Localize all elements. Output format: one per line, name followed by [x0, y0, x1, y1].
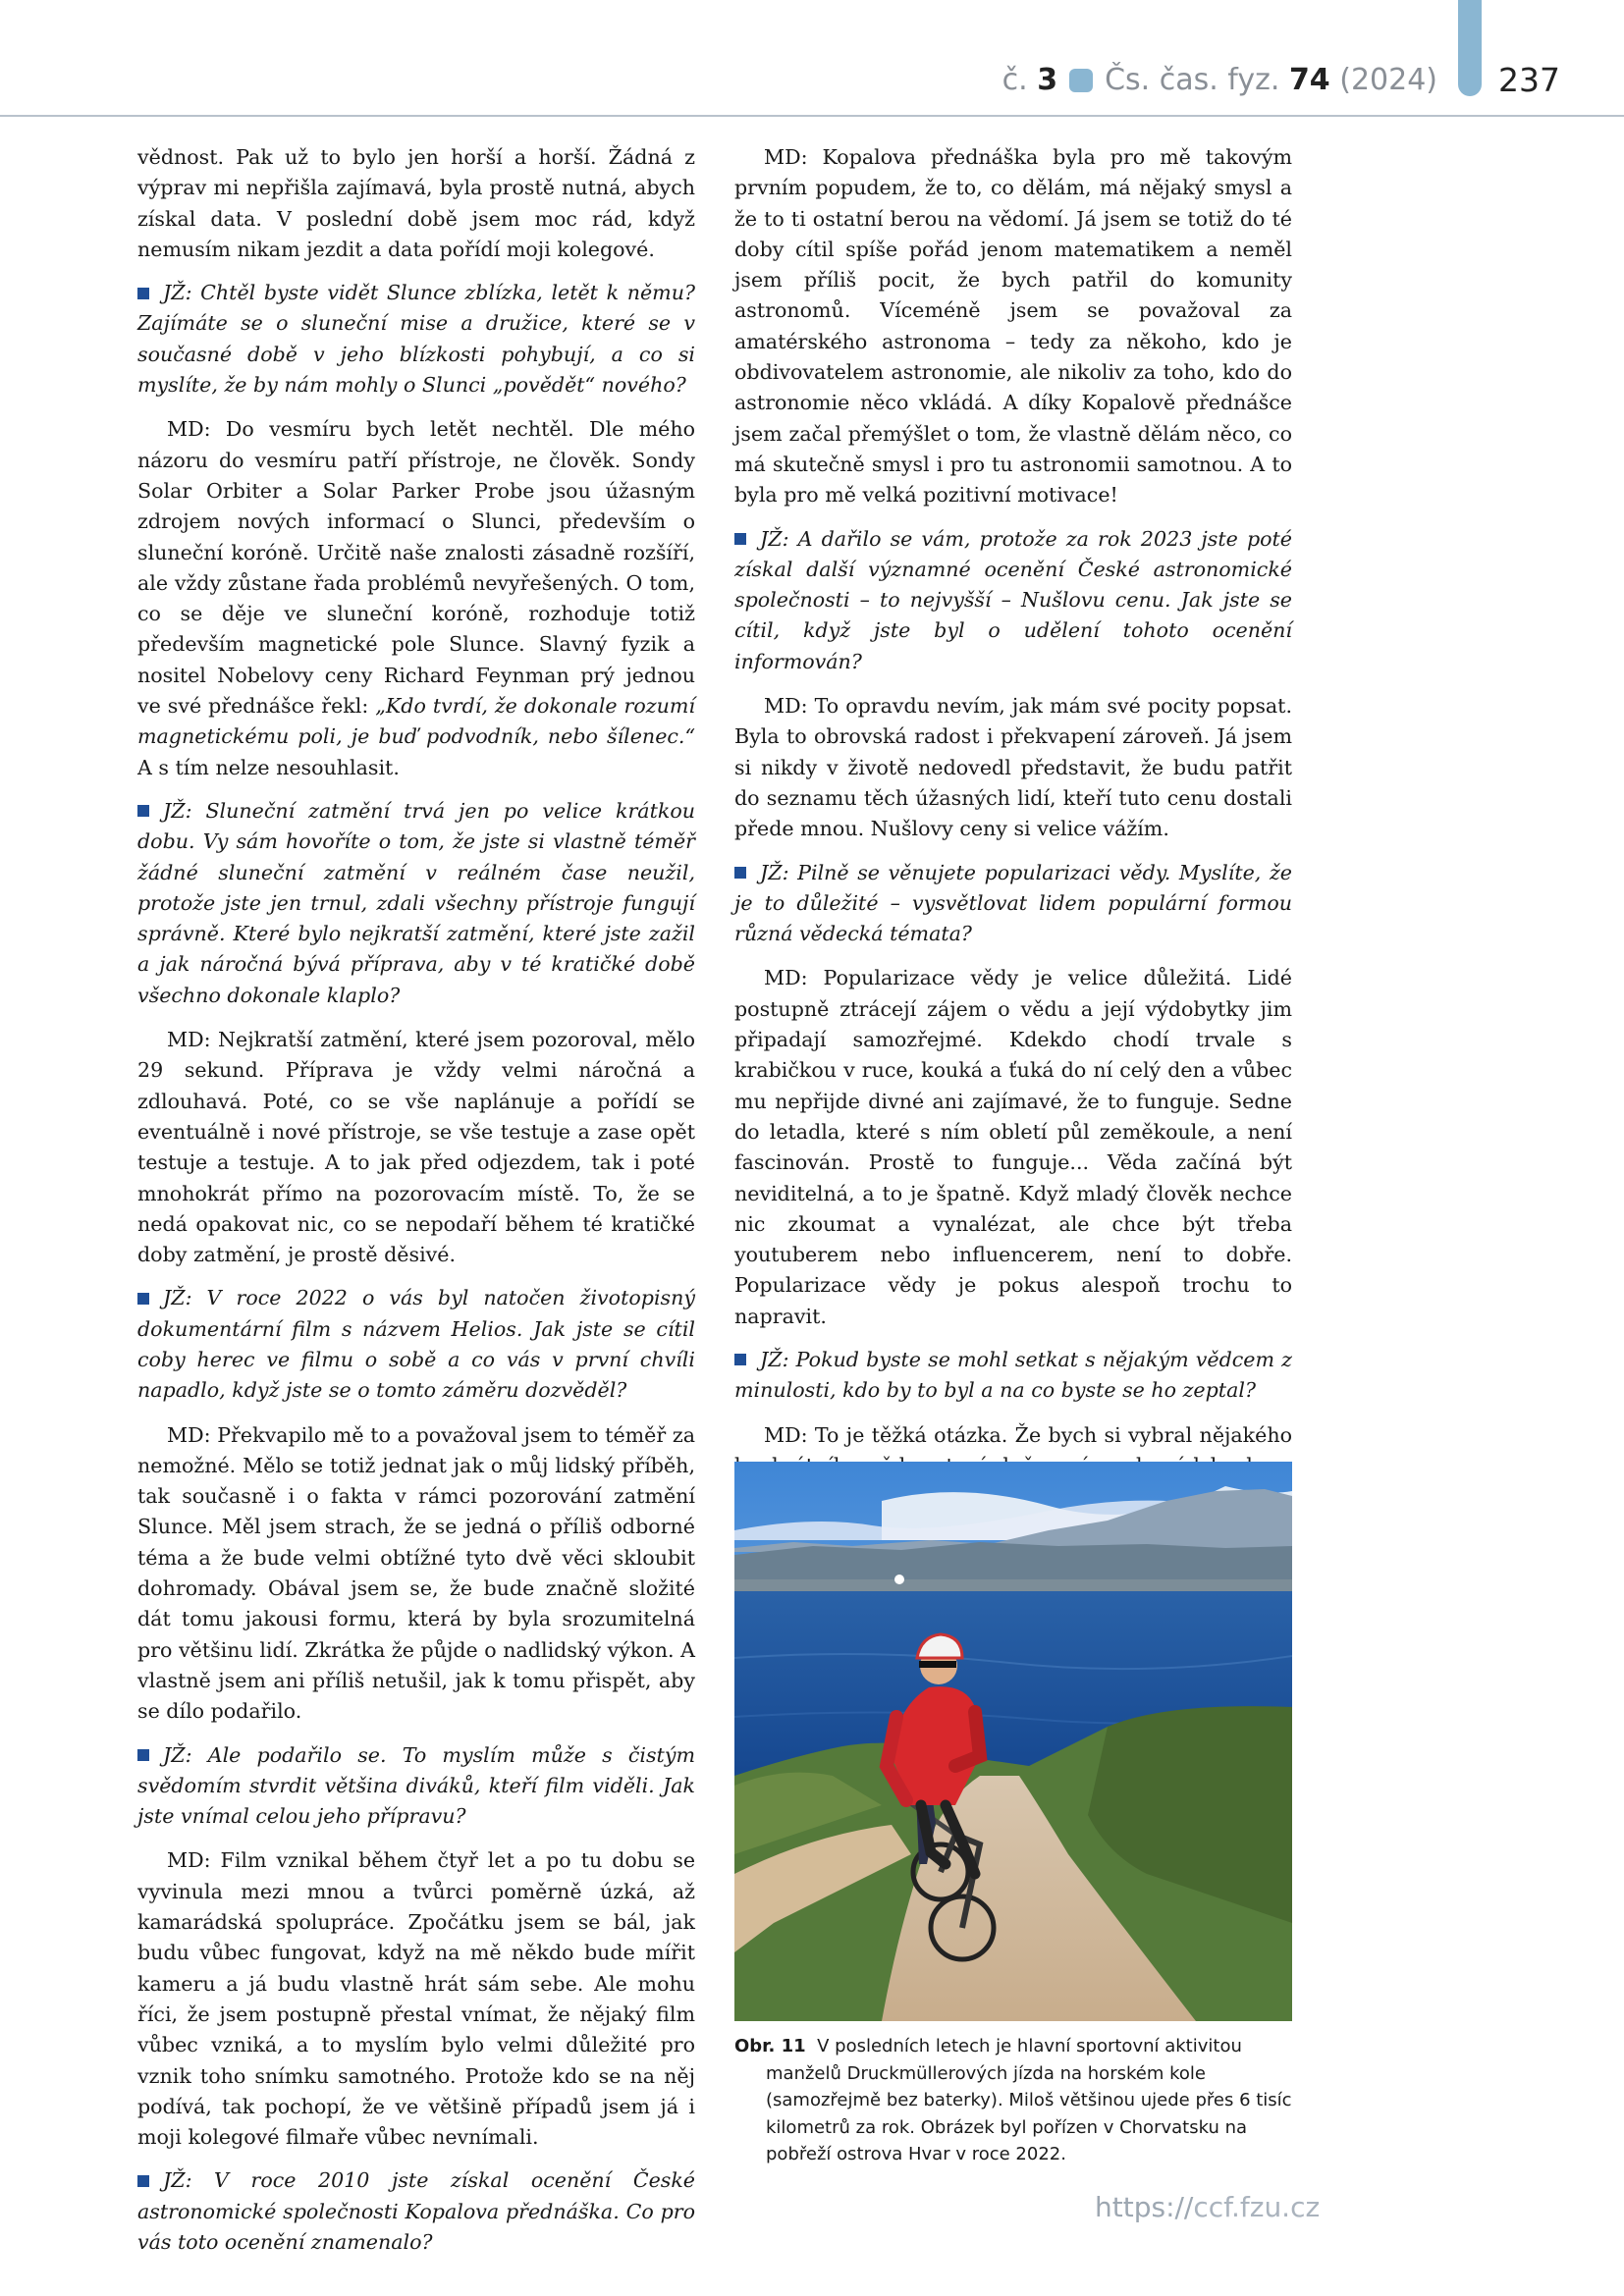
journal-name: Čs. čas. fyz. [1105, 63, 1280, 97]
answer-paragraph: MD: To je těžká otázka. Že bych si vybral nějakého [764, 1422, 1292, 1447]
answer-paragraph: MD: Popularizace vědy je velice důležitá. Lidé postupně ztrácejí zájem o vědu a její výdobytky jim připadají samozřejmé. Kdekdo chodí trvale s krabičkou v ruce, kouká a ťuká do ní celý den a vůbec mu nepřijde divné ani zajímavé, že to funguje. Sedne do letadla, které s ním obletí půl zeměkoule, a není fascinován. Prostě to funguje... Věda začíná být neviditelná, a to je špatně. Když mladý člověk nechce nic zkoumat a vynalézat, ale chce být třeba youtuberem nebo influencerem, není to dobře. Popularizace vědy je pokus alespoň trochu to napravit. [734, 966, 1292, 1328]
cyclist-photo-image [734, 1462, 1292, 2021]
question-text: JŽ: Pokud byste se mohl setkat s nějakým vědcem z minulosti, kdo by to byl a na co byste se ho zeptal? [734, 1347, 1292, 1403]
interview-question [734, 1345, 1292, 1407]
interview-question [137, 796, 695, 1011]
page-number: 237 [1498, 61, 1560, 99]
separator-dot-icon [1069, 69, 1093, 92]
question-marker-icon [137, 2175, 149, 2187]
feynman-quote: „Kdo tvrdí, že dokonale rozumí magnetickému poli, je buď podvodník, nebo šílenec.“ [137, 694, 695, 749]
footer-url-prefix: https:// [1095, 2191, 1194, 2223]
interview-question [137, 278, 695, 400]
volume-year: (2024) [1339, 63, 1437, 97]
question-text: JŽ: A dařilo se vám, protože za rok 2023 jste poté získal další významné ocenění České astronomické společnosti – to nejvyšší – Nušlovu cenu. Jak jste se cítil, když jste byl o udělení tohoto ocenění informován? [734, 526, 1292, 673]
right-column [734, 142, 1292, 1524]
answer-paragraph: MD: Překvapilo mě to a považoval jsem to téměř za nemožné. Mělo se totiž jednat jak o můj lidský příběh, tak současně i o fakta v rámci pozorování zatmění Slunce. Měl jsem strach, že se jedná o příliš odborné téma a že bude velmi obtížné tyto dvě věci skloubit dohromady. Obával jsem se, že bude značně složité dát tomu jakousi formu, která by byla srozumitelná pro většinu lidí. Zkrátka že půjde o nadlidský výkon. A vlastně jsem ani příliš netušil, jak k tomu přispět, aby se dílo podařilo. [137, 1422, 695, 1724]
header-accent-tab [1458, 0, 1482, 96]
question-text: JŽ: Pilně se věnujete popularizaci vědy. Myslíte, že je to důležité – vysvětlovat lidem populární formou různá vědecká témata? [734, 860, 1292, 946]
question-text: JŽ: V roce 2022 o vás byl natočen životopisný dokumentární film s názvem Helios. Jak jste se cítil coby herec ve filmu o sobě a co vás v první chvíli napadlo, když jste se o tomto záměru dozvěděl? [137, 1286, 695, 1403]
question-text: JŽ: Chtěl byste vidět Slunce zblízka, letět k němu? Zajímáte se o sluneční mise a družice, které se v současné době v jeho blízkosti pohybují, a co si myslíte, že by nám mohly o Slunci „povědět“ nového? [137, 281, 695, 398]
question-marker-icon [137, 1749, 149, 1761]
figure-caption [734, 2033, 1304, 2168]
volume-number: 74 [1288, 63, 1330, 97]
answer-text: MD: Do vesmíru bych letět nechtěl. Dle mého názoru do vesmíru patří přístroje, ne člověk. Sondy Solar Orbiter a Solar Parker Probe jsou úžasným zdrojem nových informací o Slunci, především o sluneční koróně. Určitě naše znalosti zásadně rozšíří, ale vždy zůstane řada problémů nevyřešených. O tom, co se děje ve sluneční koróně, rozhoduje totiž především magnetické pole Slunce. Slavný fyzik a nositel Nobelovy ceny Richard Feynman prý jednou ve své přednášce řekl: [137, 417, 695, 719]
interview-question [137, 1283, 695, 1406]
figure-caption-text: V posledních letech je hlavní sportovní aktivitou manželů Druckmüllerových jízda na horském kole (samozřejmě bez baterky). Miloš většinou ujede přes 6 tisíc kilometrů za rok. Obrázek byl pořízen v Chorvatsku na pobřeží ostrova Hvar v roce 2022. [766, 2036, 1292, 2164]
question-marker-icon [137, 805, 149, 817]
answer-paragraph: MD: Film vznikal během čtyř let a po tu dobu se vyvinula mezi mnou a tvůrci poměrně úzká, až kamarádská spolupráce. Zpočátku jsem se bál, jak budu vůbec fungovat, když na mě někdo bude mířit kameru a já budu vlastně hrát sám sebe. Ale mohu říci, že jsem postupně přestal vnímat, že nějaký film vůbec vzniká, a to myslím bylo velmi důležité pro vznik toho snímku samotného. Protože kdo se na něj podívá, tak pochopí, že ve většině případů jsem já i moji kolegové filmaře vůbec nevnímali. [137, 1848, 695, 2150]
answer-text: A s tím nelze nesouhlasit. [137, 755, 400, 779]
question-text: JŽ: Sluneční zatmění trvá jen po velice krátkou dobu. Vy sám hovoříte o tom, že jste si vlastně téměř žádné sluneční zatmění v reálném čase neužil, protože jste jen trnul, zdali všechny přístroje fungují správně. Které bylo nejkratší zatmění, které jste zažil a jak náročná bývá příprava, aby v té kratičké době všechno dokonale klaplo? [137, 798, 695, 1007]
footer-url-domain: ccf.fzu.cz [1193, 2191, 1321, 2223]
left-column [137, 142, 695, 2271]
journal-info [1002, 63, 1437, 97]
answer-paragraph: MD: Nejkratší zatmění, které jsem pozoroval, mělo 29 sekund. Příprava je vždy velmi náročná a zdlouhavá. Poté, co se vše naplánuje a pořídí se eventuálně i nové přístroje, se vše testuje a zase opět testuje a testuje. A to jak před odjezdem, tak i poté mnohokrát přímo na pozorovacím místě. To, že se nedá opakovat nic, co se nepodaří během té kratičké doby zatmění, je prostě děsivé. [137, 1028, 695, 1267]
header-rule [0, 115, 1624, 117]
question-marker-icon [734, 867, 746, 879]
answer-paragraph: MD: To opravdu nevím, jak mám své pocity popsat. Byla to obrovská radost i překvapení zároveň. Já jsem si nikdy v životě nedovedl představit, že budu patřit do seznamu těch úžasných lidí, kteří tuto cenu dostali přede mnou. Nušlovy ceny si velice vážím. [734, 694, 1292, 841]
interview-question [137, 2165, 695, 2258]
question-marker-icon [137, 1293, 149, 1305]
figure-label: Obr. 11 [734, 2036, 806, 2056]
interview-question [137, 1740, 695, 1833]
footer-url[interactable] [1095, 2191, 1320, 2223]
question-marker-icon [734, 533, 746, 545]
interview-question [734, 858, 1292, 950]
question-text: JŽ: V roce 2010 jste získal ocenění České astronomické společnosti Kopalova přednáška. Co pro vás toto ocenění znamenalo? [137, 2168, 695, 2254]
cyclist-photo [734, 1462, 1292, 2021]
answer-paragraph: MD: Kopalova přednáška byla pro mě takovým prvním popudem, že to, co dělám, má nějaký smysl a že to ti ostatní berou na vědomí. Já jsem se totiž do té doby cítil spíše pořád jenom matematikem a neměl jsem příliš pocit, že bych patřil do komunity astronomů. Víceméně jsem se považoval za amatérského astronoma – tedy za někoho, kdo je obdivovatelem astronomie, ale nikoliv za toho, kdo do astronomie něco vkládá. A díky Kopalově přednášce jsem začal přemýšlet o tom, že vlastně dělám něco, co má skutečně smysl i pro tu astronomii samotnou. A to byla pro mě velká pozitivní motivace! [734, 145, 1292, 507]
question-marker-icon [734, 1354, 746, 1365]
question-text: JŽ: Ale podařilo se. To myslím může s čistým svědomím stvrdit většina diváků, kteří film viděli. Jak jste vnímal celou jeho přípravu? [137, 1742, 695, 1829]
issue-prefix: č. [1001, 63, 1028, 97]
issue-number: 3 [1037, 63, 1058, 97]
answer-paragraph [137, 414, 695, 783]
interview-question [734, 524, 1292, 677]
answer-paragraph: vědnost. Pak už to bylo jen horší a horší. Žádná z výprav mi nepřišla zajímavá, byla prostě nutná, abych získal data. V poslední době jsem moc rád, když nemusím nikam jezdit a data pořídí moji kolegové. [137, 145, 695, 261]
question-marker-icon [137, 288, 149, 299]
